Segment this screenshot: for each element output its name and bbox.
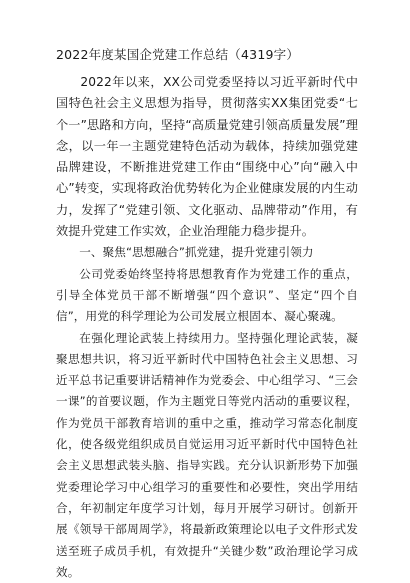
body-paragraph: 在强化理论武装上持续用力。坚持强化理论武装，凝聚思想共识，将习近平新时代中国特色社会主义思想、习近平总书记重要讲话精神作为党委会、中心组学习、“三会一课”的首要议题，作为主题党日等党内活动的重要议程，作为党员干部教育培训的重中之重，推动学习常态化制度化，使各级党组织成员自觉运用习近平新时代中国特色社会主义思想武装头脑、指导实践。充分认识新形势下加强党委理论学习中心组学习的重要性和必要性，突出学用结合，年初制定年度学习计划，每月开展学习研讨。创新开展《领导干部周周学》，将最新政策理论以电子文件形式发送至班子成员手机，有效提升“关键少数”政治理论学习成效。 [56,330,358,579]
intro-paragraph: 2022年以来，XX公司党委坚持以习近平新时代中国特色社会主义思想为指导，贯彻落实XX集团党委“七个一”思路和方向，坚持“高质量党建引领高质量发展”理念，以一年一主题党建特色活动为载体，持续加强党建品牌建设，不断推进党建工作由“围绕中心”向“融入中心”转变，实现将政治优势转化为企业健康发展的内生动力，发挥了“党建引领、文化驱动、品牌带动”作用，有效提升党建工作实效，企业治理能力稳步提升。 [56,75,358,239]
section-heading: 一、聚焦“思想融合”抓党建，提升党建引领力 [79,245,314,260]
body-paragraph: 公司党委始终坚持将思想教育作为党建工作的重点，引导全体党员干部不断增强“四个意识”、坚定“四个自信”，用党的科学理论为公司发展立根固本、凝心聚魂。 [56,266,358,324]
document-title: 2022年度某国企党建工作总结（4319字） [56,47,300,62]
